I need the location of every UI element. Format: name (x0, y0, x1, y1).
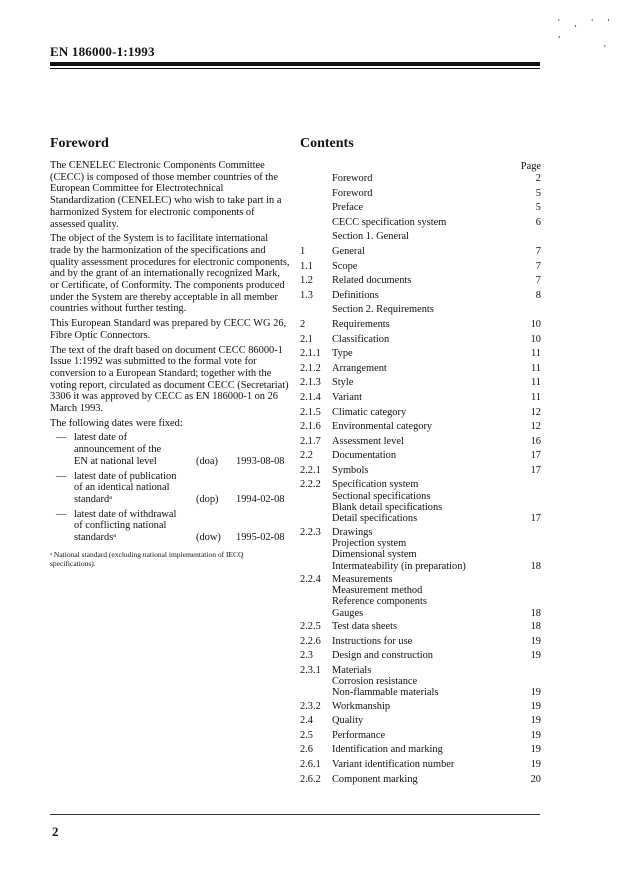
toc-entry (300, 377, 541, 388)
toc-entry (300, 730, 541, 741)
toc-line (300, 561, 541, 572)
toc-page-header: Page (520, 161, 541, 172)
toc-page: 17 (530, 450, 541, 462)
toc-line (300, 730, 541, 741)
toc-number (300, 538, 332, 549)
toc-entry (300, 701, 541, 712)
toc-number: 1 (300, 245, 306, 257)
toc-entry (300, 759, 541, 770)
toc-page: 12 (530, 421, 541, 433)
toc-entry (300, 636, 541, 647)
toc-number: 2 (300, 318, 306, 330)
date-item-text: EN at national level (74, 455, 157, 467)
toc-number (300, 491, 332, 502)
toc-title: General (332, 245, 365, 257)
toc-title: Drawings (332, 526, 373, 538)
toc-page: 11 (530, 362, 541, 374)
toc-number: 1.1 (300, 260, 313, 272)
toc-title: Variant (332, 391, 363, 403)
toc-entry (300, 231, 541, 242)
toc-number: 2.2.1 (300, 464, 321, 476)
toc-title: Materials (332, 664, 372, 676)
toc-title: Foreword (332, 173, 373, 184)
toc-line (300, 527, 541, 538)
toc-page: 6 (535, 216, 541, 228)
toc-line (300, 421, 541, 432)
toc-line (300, 465, 541, 476)
date-item-row (74, 456, 290, 468)
toc-line (300, 636, 541, 647)
dash-bullet: — (56, 432, 67, 444)
toc-entry (300, 715, 541, 726)
toc-entry (300, 334, 541, 345)
toc-page: 7 (535, 245, 541, 257)
toc-entry (300, 436, 541, 447)
toc-page (521, 538, 541, 549)
toc-number (300, 687, 332, 698)
toc-entry (300, 574, 541, 619)
corner-mark: ' (604, 44, 606, 55)
toc-number: 2.4 (300, 715, 313, 727)
toc-title: Measurement method (332, 585, 423, 597)
footer-rule (50, 814, 540, 815)
date-value: 1995-02-08 (236, 532, 285, 544)
toc-line (300, 319, 541, 330)
toc-line (300, 479, 541, 490)
toc-number (300, 549, 332, 560)
toc-line (300, 231, 541, 242)
toc-number: 1.2 (300, 275, 313, 287)
toc-page: 20 (530, 773, 541, 785)
toc-number: 2.1.3 (300, 377, 321, 389)
toc-number: 2.1.2 (300, 362, 321, 374)
toc-entry (300, 450, 541, 461)
date-item-row (74, 494, 290, 506)
toc-title: Detail specifications (332, 513, 418, 525)
toc-line (300, 676, 541, 687)
toc-page: 19 (530, 650, 541, 662)
toc-page: 8 (535, 289, 541, 301)
toc-page (521, 479, 541, 490)
toc-line (300, 407, 541, 418)
toc-title: Section 1. General (332, 231, 410, 243)
dash-bullet: — (56, 508, 67, 520)
toc-page: 7 (535, 275, 541, 287)
date-item (50, 432, 290, 467)
toc-title: Projection system (332, 537, 407, 549)
toc-page: 19 (530, 715, 541, 727)
toc-title: Quality (332, 715, 364, 727)
toc-page: 2 (535, 173, 541, 184)
toc-line (300, 450, 541, 461)
foreword-paragraph: The object of the System is to facilitate international trade by the harmonization of the specifications and quality assessment procedures for electronic components, and by the grant of an internationally recognized Mark, or Certificate, of Conformity. The components produced under the System are thereby acceptable in all member countries without further testing. (50, 233, 290, 315)
toc-entry (300, 744, 541, 755)
toc-number (300, 561, 332, 572)
toc-line (300, 774, 541, 785)
toc-line (300, 363, 541, 374)
toc-page: 18 (530, 560, 541, 572)
toc-line (300, 334, 541, 345)
toc-number (300, 304, 332, 315)
toc-page: 16 (530, 435, 541, 447)
toc-page (521, 574, 541, 585)
toc-entry (300, 479, 541, 524)
toc-title: Component marking (332, 773, 418, 785)
toc-page: 18 (530, 621, 541, 633)
toc-line (300, 549, 541, 560)
toc-entry (300, 319, 541, 330)
toc-number: 2.3.1 (300, 664, 321, 676)
toc-page: 5 (535, 202, 541, 214)
toc-entry (300, 290, 541, 301)
foreword-body (50, 160, 290, 568)
toc-number: 2.1.5 (300, 406, 321, 418)
date-value: 1993-08-08 (236, 455, 285, 467)
date-item-text: latest date of withdrawal (74, 508, 177, 520)
toc-line (300, 202, 541, 213)
date-item (50, 471, 290, 506)
toc-line (300, 574, 541, 585)
toc-entry (300, 246, 541, 257)
toc-number: 2.1 (300, 333, 313, 345)
toc-page: 18 (530, 607, 541, 619)
toc-number: 2.2.5 (300, 621, 321, 633)
document-id: EN 186000-1:1993 (50, 44, 155, 59)
toc-title: Requirements (332, 318, 390, 330)
foreword-paragraph: The text of the draft based on document CECC 86000-1 Issue 1:1992 was submitted to the formal vote for conversion to a European Standard; together with the voting report, circulated as document CECC (Secretariat) 3306 it was approved by CECC as EN 186000-1 on 26 March 1993. (50, 344, 289, 415)
toc-line (300, 585, 541, 596)
toc-number (300, 202, 332, 213)
toc-entry (300, 173, 541, 184)
page-number: 2 (52, 824, 59, 839)
date-code: (dop) (196, 493, 219, 505)
toc-line (300, 436, 541, 447)
foreword-title: Foreword (50, 136, 109, 151)
toc-title: Documentation (332, 450, 397, 462)
toc-number (300, 608, 332, 619)
toc-entry (300, 217, 541, 228)
toc-page: 17 (530, 464, 541, 476)
toc-title: Related documents (332, 275, 412, 287)
toc-number: 2.1.1 (300, 348, 321, 360)
toc-title: Corrosion resistance (332, 676, 418, 688)
toc-line (300, 188, 541, 199)
foreword-paragraph: This European Standard was prepared by CECC WG 26, Fibre Optic Connectors. (50, 318, 287, 341)
corner-marks: ' , ' ' , (558, 18, 616, 40)
toc-line (300, 502, 541, 513)
toc-line (300, 290, 541, 301)
toc-title: Intermateability (in preparation) (332, 560, 466, 572)
toc-line (300, 392, 541, 403)
toc-number (300, 513, 332, 524)
header-rule-thin (50, 68, 540, 69)
toc-line (300, 687, 541, 698)
toc-entry (300, 304, 541, 315)
foreword-paragraph: The CENELEC Electronic Components Committee (CECC) is composed of those member countries of the European Committee for Electrotechnical Standardization (CENELEC) who wish to take part in a harmonized System for electronic components of assessed quality. (50, 160, 282, 230)
toc-entry (300, 407, 541, 418)
toc-number: 1.3 (300, 289, 313, 301)
toc-line (300, 665, 541, 676)
toc-page (521, 231, 541, 242)
toc-line (300, 275, 541, 286)
toc-title: Scope (332, 260, 358, 272)
toc-title: Sectional specifications (332, 490, 431, 502)
toc-title: Symbols (332, 464, 369, 476)
toc-entry (300, 261, 541, 272)
toc-title: Definitions (332, 289, 379, 301)
date-item-text: announcement of the (74, 444, 162, 456)
toc-line (300, 608, 541, 619)
toc-page: 19 (530, 700, 541, 712)
toc-number: 2.3 (300, 650, 313, 662)
date-item-text: standardᵃ (74, 493, 113, 505)
date-item (50, 509, 290, 544)
dash-bullet: — (56, 470, 67, 482)
toc-page: 11 (530, 391, 541, 403)
toc-title: Arrangement (332, 362, 387, 374)
toc-page: 19 (530, 635, 541, 647)
toc-line (300, 217, 541, 228)
toc-line (300, 650, 541, 661)
toc-title: Classification (332, 333, 390, 345)
toc-number (300, 217, 332, 228)
toc-page (521, 527, 541, 538)
toc-title: Design and construction (332, 650, 433, 662)
toc-number (300, 231, 332, 242)
toc-entry (300, 392, 541, 403)
toc-title: CECC specification system (332, 216, 447, 228)
toc-number: 2.2 (300, 450, 313, 462)
toc-entry (300, 275, 541, 286)
date-item-text: standardsᵃ (74, 532, 117, 544)
dates-list (50, 432, 290, 543)
toc-title: Preface (332, 202, 364, 214)
toc-title: Environmental category (332, 421, 433, 433)
toc-number (300, 188, 332, 199)
toc-title: Gauges (332, 607, 364, 619)
contents-title: Contents (300, 136, 354, 151)
toc-page: 5 (535, 187, 541, 199)
toc-line (300, 621, 541, 632)
toc-number: 2.1.4 (300, 391, 321, 403)
toc-number (300, 502, 332, 513)
toc-entry (300, 421, 541, 432)
date-value: 1994-02-08 (236, 493, 285, 505)
footnote: ᵃ National standard (excluding national implementation of IECQ specifications). (50, 549, 244, 568)
toc-number (300, 676, 332, 687)
toc-entry (300, 188, 541, 199)
toc-number: 2.5 (300, 729, 313, 741)
toc-number (300, 585, 332, 596)
date-item-text: latest date of publication (74, 470, 177, 482)
toc-page: 19 (530, 687, 541, 699)
toc-line (300, 513, 541, 524)
toc-page: 19 (530, 744, 541, 756)
toc-line (300, 701, 541, 712)
toc-title: Performance (332, 729, 386, 741)
date-item-text: of an identical national (74, 482, 170, 494)
toc-entry (300, 465, 541, 476)
toc-number: 2.2.6 (300, 635, 321, 647)
date-code: (doa) (196, 455, 218, 467)
toc-line (300, 173, 541, 184)
toc-line (300, 261, 541, 272)
toc-entry (300, 348, 541, 359)
toc-page: 11 (530, 377, 541, 389)
toc-title: Foreword (332, 187, 373, 199)
toc-page: 19 (530, 729, 541, 741)
toc-line (300, 304, 541, 315)
toc-title: Style (332, 377, 354, 389)
toc-page: 17 (530, 513, 541, 525)
toc-page: 7 (535, 260, 541, 272)
toc-entry (300, 650, 541, 661)
header-rule-thick (50, 62, 540, 66)
toc-number: 2.1.7 (300, 435, 321, 447)
toc-entry (300, 363, 541, 374)
toc-entries (300, 173, 541, 785)
toc-title: Assessment level (332, 435, 404, 447)
toc-title: Specification system (332, 479, 419, 491)
toc-number (300, 596, 332, 607)
toc-line (300, 744, 541, 755)
table-of-contents (300, 160, 541, 788)
toc-page: 11 (530, 348, 541, 360)
toc-number: 2.2.3 (300, 526, 321, 538)
toc-page: 10 (530, 318, 541, 330)
date-item-text: of conflicting national (74, 520, 167, 532)
toc-line (300, 246, 541, 257)
toc-page: 10 (530, 333, 541, 345)
toc-number: 2.6.2 (300, 773, 321, 785)
toc-title: Blank detail specifications (332, 502, 443, 514)
toc-title: Climatic category (332, 406, 407, 418)
foreword-paragraph: The following dates were fixed: (50, 417, 183, 429)
toc-page: 12 (530, 406, 541, 418)
toc-page: 19 (530, 759, 541, 771)
toc-line (300, 491, 541, 502)
toc-entry (300, 665, 541, 699)
toc-page (521, 491, 541, 502)
toc-number: 2.2.4 (300, 573, 321, 585)
toc-page (521, 502, 541, 513)
toc-number (300, 173, 332, 184)
toc-page (521, 549, 541, 560)
toc-number: 2.1.6 (300, 421, 321, 433)
toc-title: Measurements (332, 573, 393, 585)
toc-line (300, 596, 541, 607)
toc-title: Identification and marking (332, 744, 443, 756)
date-item-text: latest date of (74, 432, 128, 444)
toc-title: Reference components (332, 596, 427, 608)
toc-title: Variant identification number (332, 759, 455, 771)
toc-entry (300, 202, 541, 213)
toc-page (521, 585, 541, 596)
toc-title: Test data sheets (332, 621, 398, 633)
toc-line (300, 715, 541, 726)
toc-number: 2.3.2 (300, 700, 321, 712)
date-code: (dow) (196, 532, 221, 544)
date-item-row (74, 532, 290, 544)
toc-title: Workmanship (332, 700, 391, 712)
toc-entry (300, 621, 541, 632)
toc-line (300, 538, 541, 549)
toc-title: Section 2. Requirements (332, 304, 434, 316)
toc-entry (300, 527, 541, 572)
toc-number: 2.6.1 (300, 759, 321, 771)
toc-line (300, 348, 541, 359)
toc-title: Dimensional system (332, 549, 417, 561)
toc-line (300, 759, 541, 770)
toc-title: Instructions for use (332, 635, 413, 647)
toc-page (521, 665, 541, 676)
toc-line (300, 377, 541, 388)
toc-page (521, 304, 541, 315)
toc-entry (300, 774, 541, 785)
toc-title: Type (332, 348, 353, 360)
toc-number: 2.6 (300, 744, 313, 756)
toc-title: Non-flammable materials (332, 687, 439, 699)
toc-page (521, 676, 541, 687)
toc-number: 2.2.2 (300, 479, 321, 491)
toc-page (521, 596, 541, 607)
